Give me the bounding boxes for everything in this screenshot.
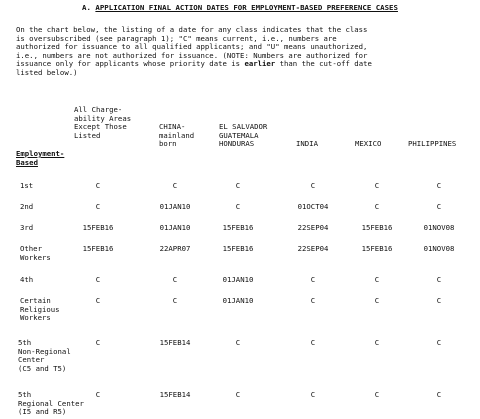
- cell-india: C: [310, 275, 316, 284]
- cell-mexico: C: [374, 390, 380, 399]
- column-header-china: CHINA- mainland born: [159, 122, 195, 148]
- cell-mexico: C: [374, 202, 380, 211]
- column-header-india: INDIA: [296, 139, 318, 148]
- column-header-mexico: MEXICO: [355, 139, 382, 148]
- cell-india: 22SEP04: [297, 244, 329, 253]
- row-label: 1st: [20, 181, 34, 190]
- row-label: 5th Non-Regional Center (C5 and T5): [18, 338, 71, 373]
- cell-mexico: C: [374, 275, 380, 284]
- section-prefix: A.: [82, 3, 91, 12]
- cell-el-salvador: C: [235, 181, 241, 190]
- cell-china: 15FEB14: [159, 338, 191, 347]
- row-label: 4th: [20, 275, 34, 284]
- cell-el-salvador: 01JAN10: [222, 275, 254, 284]
- cell-el-salvador: 01JAN10: [222, 296, 254, 305]
- cell-philippines: 01NOV08: [423, 244, 455, 253]
- cell-all-areas: C: [95, 338, 101, 347]
- cell-all-areas: C: [95, 181, 101, 190]
- cell-philippines: C: [436, 296, 442, 305]
- cell-china: 01JAN10: [159, 223, 191, 232]
- cell-philippines: C: [436, 338, 442, 347]
- cell-china: 15FEB14: [159, 390, 191, 399]
- cell-mexico: 15FEB16: [361, 244, 393, 253]
- cell-el-salvador: C: [235, 202, 241, 211]
- row-label: 5th Regional Center (I5 and R5): [18, 390, 84, 416]
- cell-china: C: [172, 275, 178, 284]
- column-header-all-chargeability: All Charge- ability Areas Except Those Listed: [74, 105, 132, 140]
- cell-el-salvador: C: [235, 338, 241, 347]
- row-label: 3rd: [20, 223, 34, 232]
- cell-el-salvador: 15FEB16: [222, 244, 254, 253]
- cell-india: C: [310, 338, 316, 347]
- intro-emphasis: earlier: [244, 59, 276, 68]
- cell-el-salvador: 15FEB16: [222, 223, 254, 232]
- cell-all-areas: 15FEB16: [82, 223, 114, 232]
- column-header-philippines: PHILIPPINES: [408, 139, 457, 148]
- column-header-el-salvador: EL SALVADOR GUATEMALA HONDURAS: [219, 122, 268, 148]
- cell-el-salvador: C: [235, 390, 241, 399]
- cell-china: C: [172, 181, 178, 190]
- cell-philippines: C: [436, 390, 442, 399]
- row-label: 2nd: [20, 202, 34, 211]
- row-header-employment-based: Employment- Based: [16, 149, 65, 167]
- cell-all-areas: C: [95, 202, 101, 211]
- cell-mexico: C: [374, 338, 380, 347]
- cell-mexico: C: [374, 181, 380, 190]
- cell-china: 01JAN10: [159, 202, 191, 211]
- cell-india: C: [310, 296, 316, 305]
- row-label: Certain Religious Workers: [20, 296, 60, 322]
- cell-philippines: C: [436, 202, 442, 211]
- cell-china: 22APR07: [159, 244, 191, 253]
- intro-text-end: than the cut-off date listed below.): [16, 59, 372, 77]
- cell-mexico: C: [374, 296, 380, 305]
- intro-paragraph: [16, 26, 468, 77]
- cell-all-areas: C: [95, 296, 101, 305]
- section-title: APPLICATION FINAL ACTION DATES FOR EMPLOYMENT-BASED PREFERENCE CASES: [95, 3, 398, 12]
- cell-india: 01OCT04: [297, 202, 329, 211]
- section-heading: [0, 4, 480, 13]
- cell-philippines: 01NOV08: [423, 223, 455, 232]
- cell-india: 22SEP04: [297, 223, 329, 232]
- cell-india: C: [310, 181, 316, 190]
- cell-china: C: [172, 296, 178, 305]
- cell-philippines: C: [436, 275, 442, 284]
- cell-all-areas: C: [95, 275, 101, 284]
- cell-all-areas: C: [95, 390, 101, 399]
- row-label: Other Workers: [20, 244, 51, 262]
- cell-philippines: C: [436, 181, 442, 190]
- cell-india: C: [310, 390, 316, 399]
- cell-mexico: 15FEB16: [361, 223, 393, 232]
- intro-text: On the chart below, the listing of a date for any class indicates that the class is oversubscribed (see paragraph 1); "C" means current, i.e., numbers are authorized for issuance to all qualified applicants; and "U" means unauthorized, i.e., numbers are not authorized for issuance. (NOTE: Numbers are authorized for issuance only for applicants whose priority date is: [16, 25, 368, 68]
- cell-all-areas: 15FEB16: [82, 244, 114, 253]
